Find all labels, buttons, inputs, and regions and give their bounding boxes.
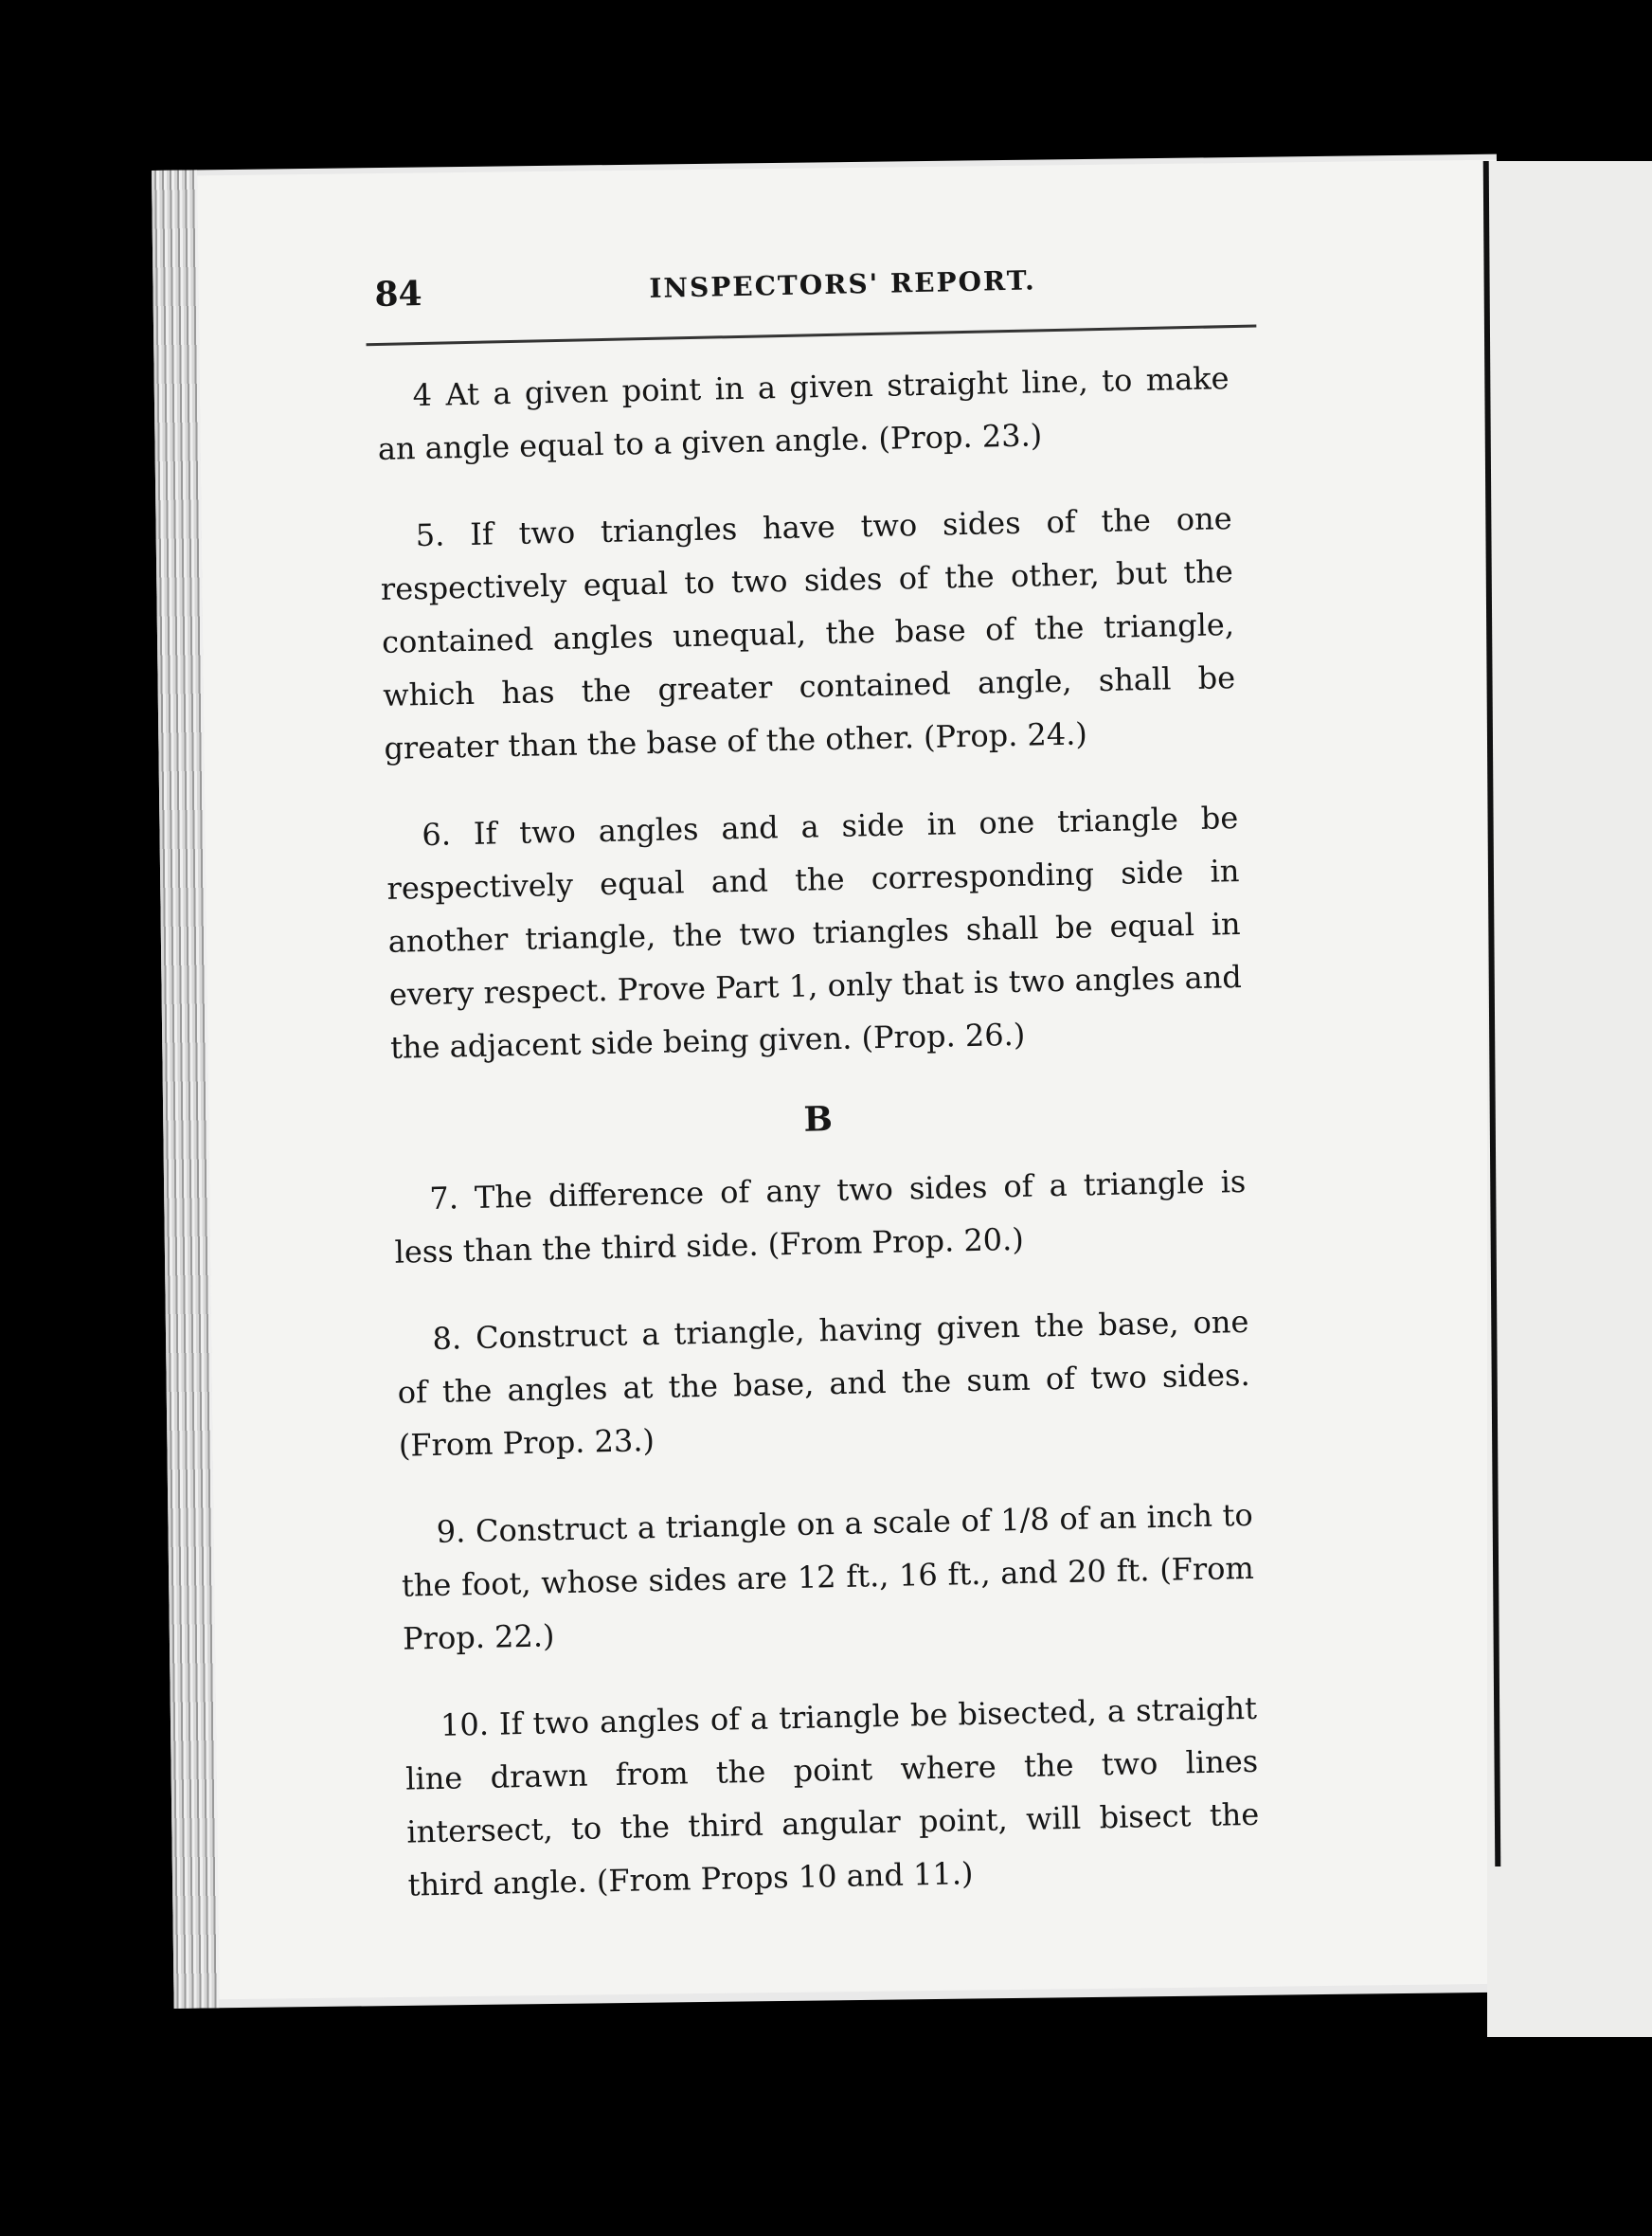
- question-6: 6. If two angles and a side in one triangle be respectively equal and the corresponding side in another triangle, the two triangles shall be equal in every respect. Prove Part 1, only that is two angles and the adjacent side being given. (Prop. 26.): [386, 800, 1243, 1066]
- facing-page: [1487, 161, 1652, 2037]
- header-rule: [367, 325, 1257, 347]
- page-number: 84: [374, 273, 422, 315]
- running-head: INSPECTORS' REPORT.: [649, 264, 1037, 304]
- question-4: 4 At a given point in a given straight line, to make an angle equal to a given angle. (Prop. 23.): [377, 360, 1230, 467]
- question-5: 5. If two triangles have two sides of the one respectively equal to two sides of the other, but the contained angles unequal, the base of the triangle, which has the greater contained angle, shall be greater than the base of the other. (Prop. 24.): [380, 500, 1236, 766]
- question-8: 8. Construct a triangle, having given the base, one of the angles at the base, and the sum of two sides. (From Prop. 23.): [397, 1303, 1250, 1464]
- page-content: [374, 255, 1355, 1903]
- section-b-heading: B: [803, 1099, 834, 1140]
- question-10: 10. If two angles of a triangle be bisected, a straight line drawn from the point where the two lines intersect, to the third angular point, will bisect the third angle. (From Props 10 and 11.): [404, 1689, 1260, 1903]
- question-9: 9. Construct a triangle on a scale of 1/8 of an inch to the foot, whose sides are 12 ft., 16 ft., and 20 ft. (From Prop. 22.): [401, 1496, 1255, 1657]
- question-7: 7. The difference of any two sides of a triangle is less than the third side. (From Prop. 20.): [394, 1163, 1247, 1271]
- question-list: [376, 350, 1356, 1912]
